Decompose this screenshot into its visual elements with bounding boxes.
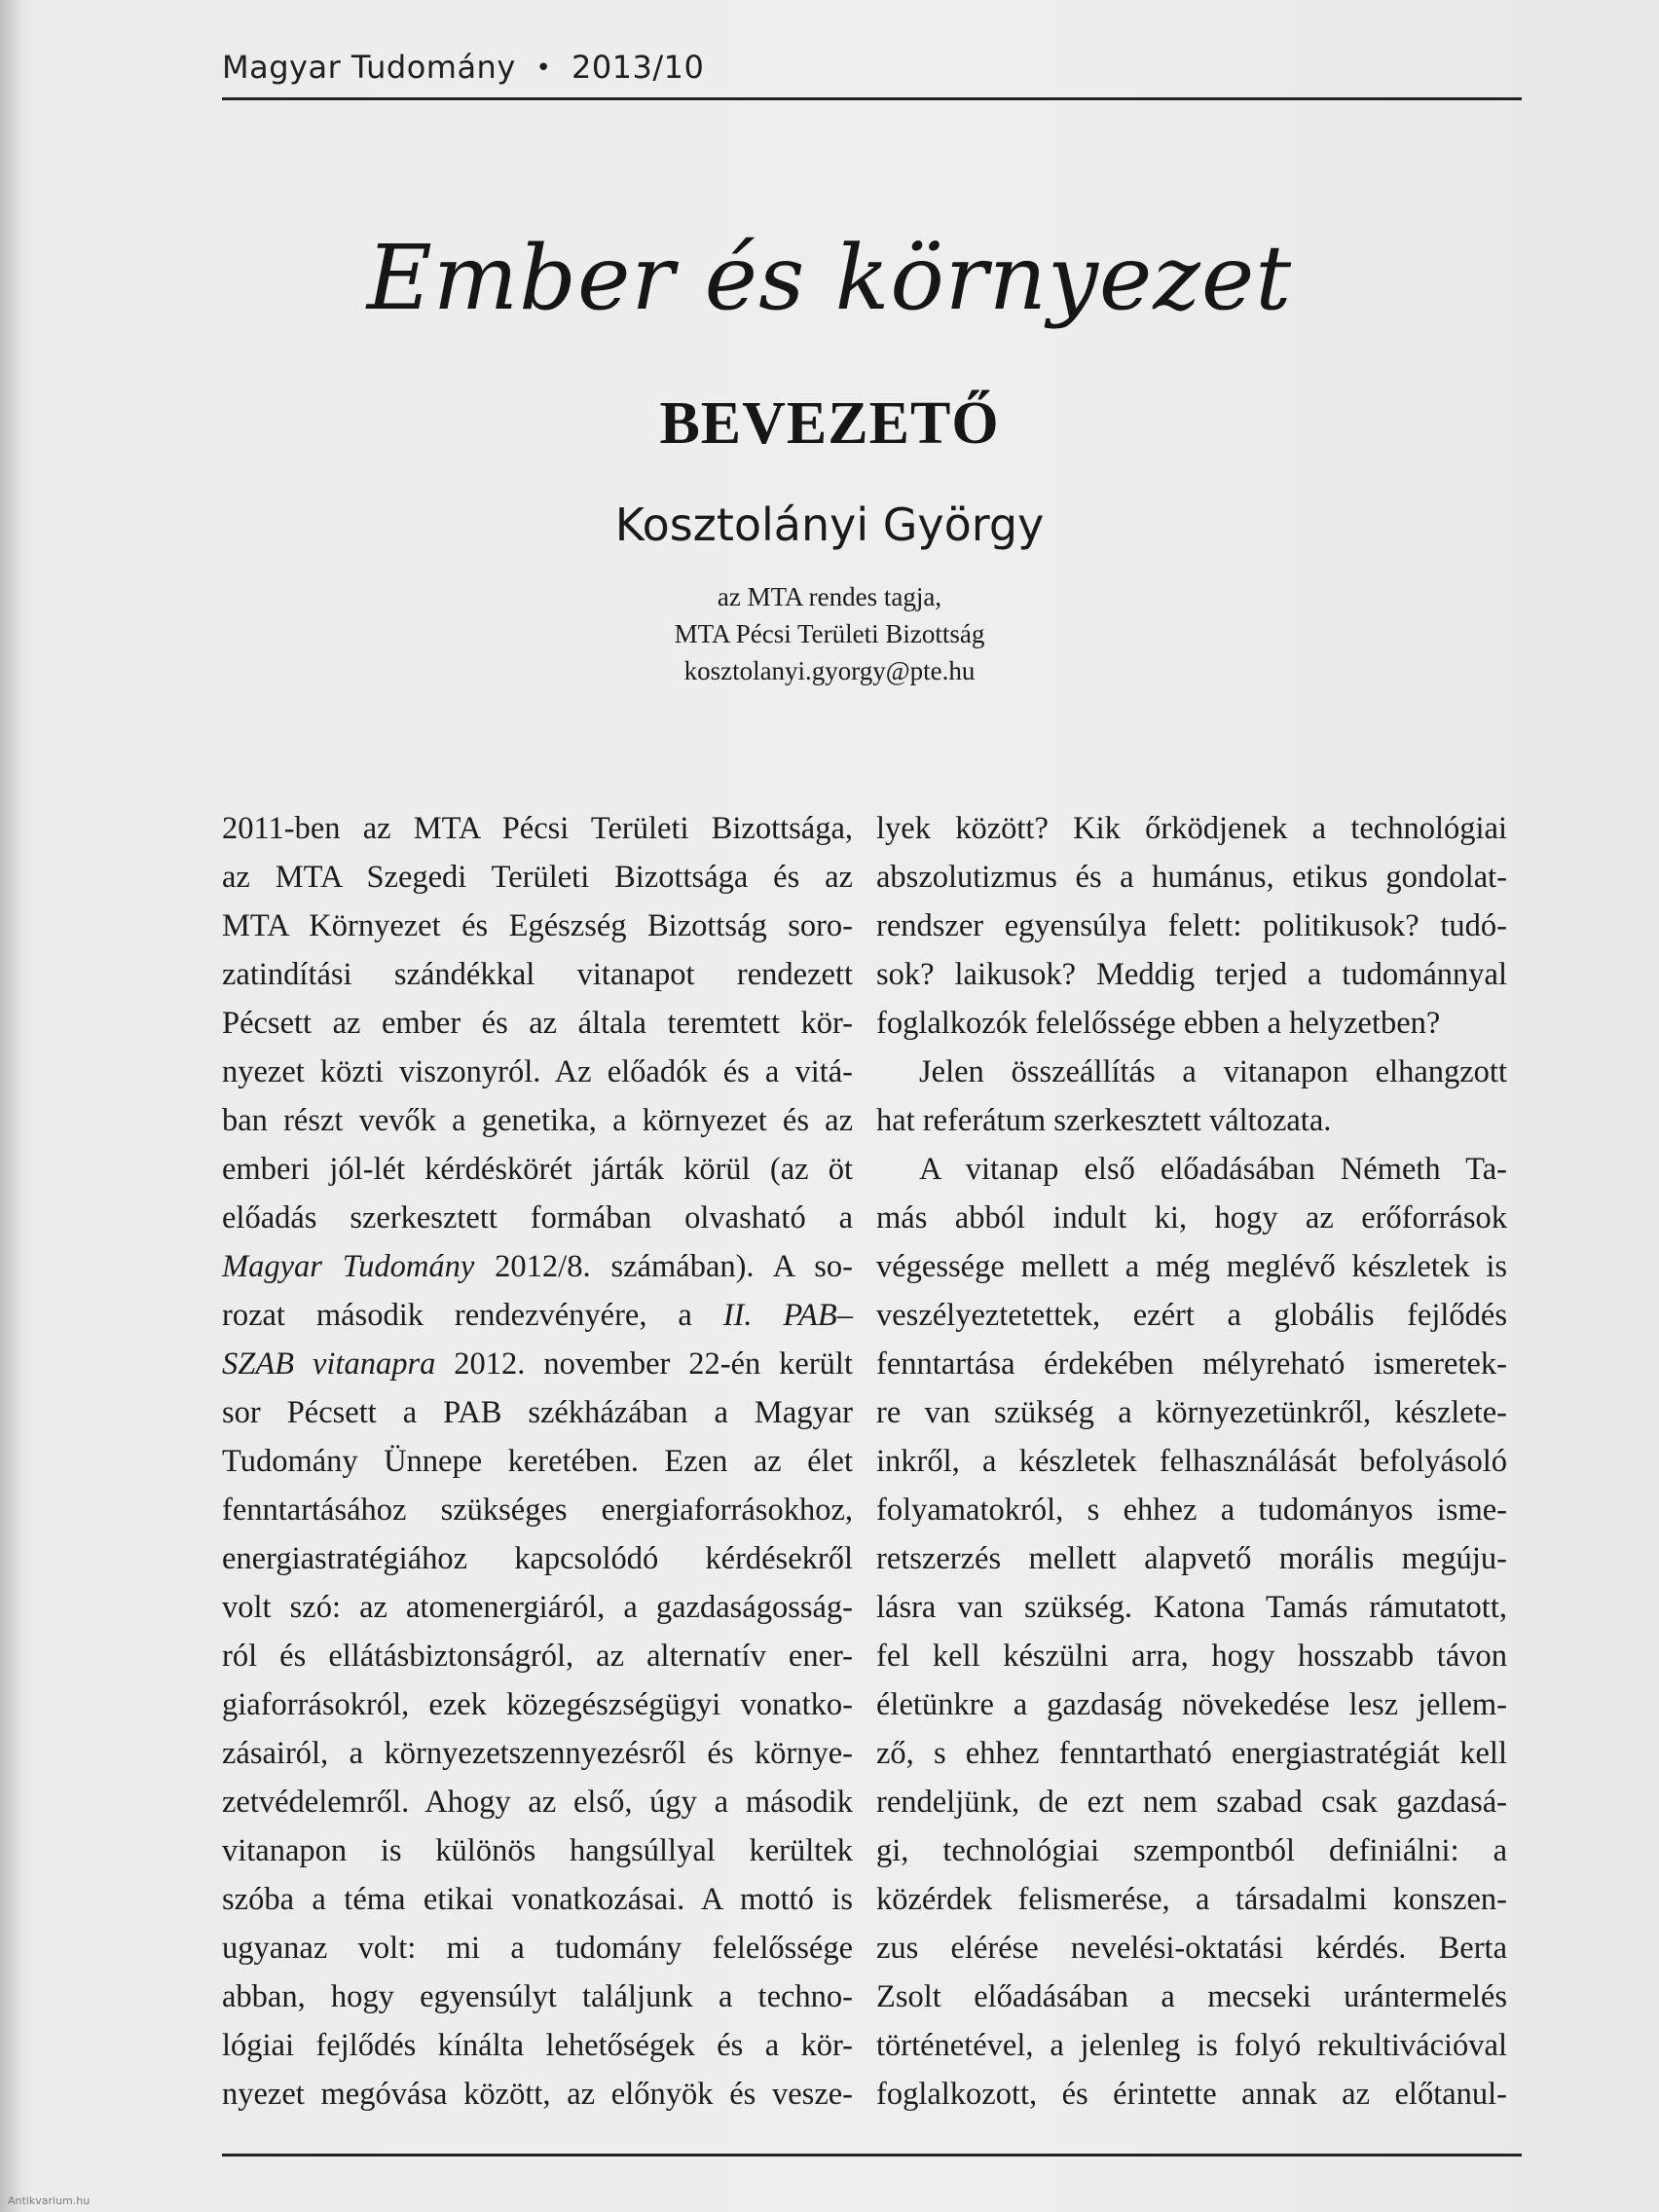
text-line: Zsolt előadásában a mecseki urántermelés bbox=[876, 1979, 1507, 2014]
text-line: sor Pécsett a PAB székházában a Magyar bbox=[222, 1395, 853, 1430]
text-line: rendeljünk, de ezt nem szabad csak gazdasá- bbox=[876, 1785, 1507, 1820]
header-rule bbox=[222, 97, 1522, 100]
text-line: zásairól, a környezetszennyezésről és környe- bbox=[222, 1736, 853, 1771]
text-line: hat referátum szerkesztett változata. bbox=[876, 1103, 1332, 1138]
text-line: zatindítási szándékkal vitanapot rendezett bbox=[222, 957, 853, 992]
text-line: lásra van szükség. Katona Tamás rámutatott, bbox=[876, 1590, 1507, 1625]
text-line: lógiai fejlődés kínálta lehetőségek és a kör- bbox=[222, 2028, 853, 2063]
text-line: nyezet megóvása között, az előnyök és vesze- bbox=[222, 2077, 853, 2112]
text-line: Pécsett az ember és az általa teremtett kör- bbox=[222, 1006, 853, 1041]
text-line: Jelen összeállítás a vitanapon elhangzott bbox=[919, 1054, 1507, 1089]
watermark: Antikvarium.hu bbox=[8, 2194, 91, 2207]
text-line: emberi jól-lét kérdéskörét járták körül (az öt bbox=[222, 1152, 853, 1187]
text-line: ról és ellátásbiztonságról, az alternatív ener- bbox=[222, 1639, 853, 1674]
text-line: abszolutizmus és a humánus, etikus gondolat- bbox=[876, 860, 1507, 895]
text-line: végessége mellett a még meglévő készletek is bbox=[876, 1249, 1507, 1284]
text-line: volt szó: az atomenergiáról, a gazdaságosság- bbox=[222, 1590, 853, 1625]
text-line: zus elérése nevelési-oktatási kérdés. Berta bbox=[876, 1931, 1507, 1966]
text-line: abban, hogy egyensúlyt találjunk a techno- bbox=[222, 1979, 853, 2014]
header-separator: • bbox=[535, 54, 552, 83]
text-line: Magyar Tudomány 2012/8. számában). A so- bbox=[222, 1249, 853, 1284]
text-line: lyek között? Kik őrködjenek a technológiai bbox=[876, 811, 1507, 846]
journal-name: Magyar Tudomány bbox=[222, 49, 516, 86]
journal-issue: 2013/10 bbox=[571, 49, 705, 86]
text-line: közérdek felismerése, a társadalmi konszen- bbox=[876, 1882, 1507, 1917]
text-line: ugyanaz volt: mi a tudomány felelőssége bbox=[222, 1931, 853, 1966]
footer-rule bbox=[222, 2154, 1522, 2157]
text-line: az MTA Szegedi Területi Bizottsága és az bbox=[222, 860, 853, 895]
text-line: előadás szerkesztett formában olvasható a bbox=[222, 1200, 853, 1235]
body-column-right bbox=[876, 804, 1507, 2119]
article-author: Kosztolányi György bbox=[614, 498, 1045, 551]
text-line: inkről, a készletek felhasználását befolyásoló bbox=[876, 1444, 1507, 1479]
text-line: veszélyeztetettek, ezért a globális fejlődés bbox=[876, 1298, 1507, 1333]
text-line: Tudomány Ünnepe keretében. Ezen az élet bbox=[222, 1444, 853, 1479]
text-line: fel kell készülni arra, hogy hosszabb távon bbox=[876, 1639, 1507, 1674]
text-line: vitanapon is különös hangsúllyal kerültek bbox=[222, 1833, 853, 1868]
text-line: giaforrásokról, ezek közegészségügyi vonatko- bbox=[222, 1687, 853, 1722]
text-line: életünkre a gazdaság növekedése lesz jellem- bbox=[876, 1687, 1507, 1722]
text-line: MTA Környezet és Egészség Bizottság soro- bbox=[222, 908, 853, 943]
running-header bbox=[222, 49, 704, 86]
text-line: 2011-ben az MTA Pécsi Területi Bizottsága, bbox=[222, 811, 853, 846]
text-line: történetével, a jelenleg is folyó rekultivációval bbox=[876, 2028, 1507, 2063]
text-line: A vitanap első előadásában Németh Ta- bbox=[919, 1152, 1507, 1187]
text-line: foglalkozók felelőssége ebben a helyzetben? bbox=[876, 1006, 1441, 1041]
text-line: re van szükség a környezetünkről, készlete- bbox=[876, 1395, 1507, 1430]
text-line: retszerzés mellett alapvető morális megúju- bbox=[876, 1541, 1507, 1576]
text-line: nyezet közti viszonyról. Az előadók és a vitá- bbox=[222, 1054, 853, 1089]
text-line: más abból indult ki, hogy az erőforrások bbox=[876, 1200, 1507, 1235]
author-affiliation bbox=[0, 578, 1659, 689]
text-line: folyamatokról, s ehhez a tudományos isme- bbox=[876, 1493, 1507, 1528]
text-line: SZAB vitanapra 2012. november 22-én került bbox=[222, 1346, 853, 1382]
text-line: ző, s ehhez fenntartható energiastratégiát kell bbox=[876, 1736, 1507, 1771]
text-line: foglalkozott, és érintette annak az előtanul- bbox=[876, 2077, 1507, 2112]
affiliation-line: MTA Pécsi Területi Bizottság bbox=[674, 619, 985, 648]
text-line: szóba a téma etikai vonatkozásai. A mottó is bbox=[222, 1882, 853, 1917]
article-title: Ember és környezet bbox=[366, 226, 1293, 330]
author-email: kosztolanyi.gyorgy@pte.hu bbox=[683, 656, 976, 685]
affiliation-line: az MTA rendes tagja, bbox=[717, 582, 942, 611]
text-line: energiastratégiához kapcsolódó kérdésekről bbox=[222, 1541, 853, 1576]
text-line: fenntartása érdekében mélyreható ismeretek- bbox=[876, 1346, 1507, 1382]
text-line: ban részt vevők a genetika, a környezet és az bbox=[222, 1103, 853, 1138]
article-subtitle: BEVEZETŐ bbox=[659, 390, 1000, 457]
text-line: rozat második rendezvényére, a II. PAB– bbox=[222, 1298, 853, 1333]
text-line: zetvédelemről. Ahogy az első, úgy a második bbox=[222, 1785, 853, 1820]
text-line: rendszer egyensúlya felett: politikusok? tudó- bbox=[876, 908, 1507, 943]
body-column-left bbox=[222, 804, 853, 2119]
text-line: sok? laikusok? Meddig terjed a tudománnyal bbox=[876, 957, 1507, 992]
text-line: gi, technológiai szempontból definiálni: a bbox=[876, 1833, 1507, 1868]
page-binding-shadow bbox=[0, 0, 21, 2212]
text-line: fenntartásához szükséges energiaforrásokhoz, bbox=[222, 1493, 853, 1528]
